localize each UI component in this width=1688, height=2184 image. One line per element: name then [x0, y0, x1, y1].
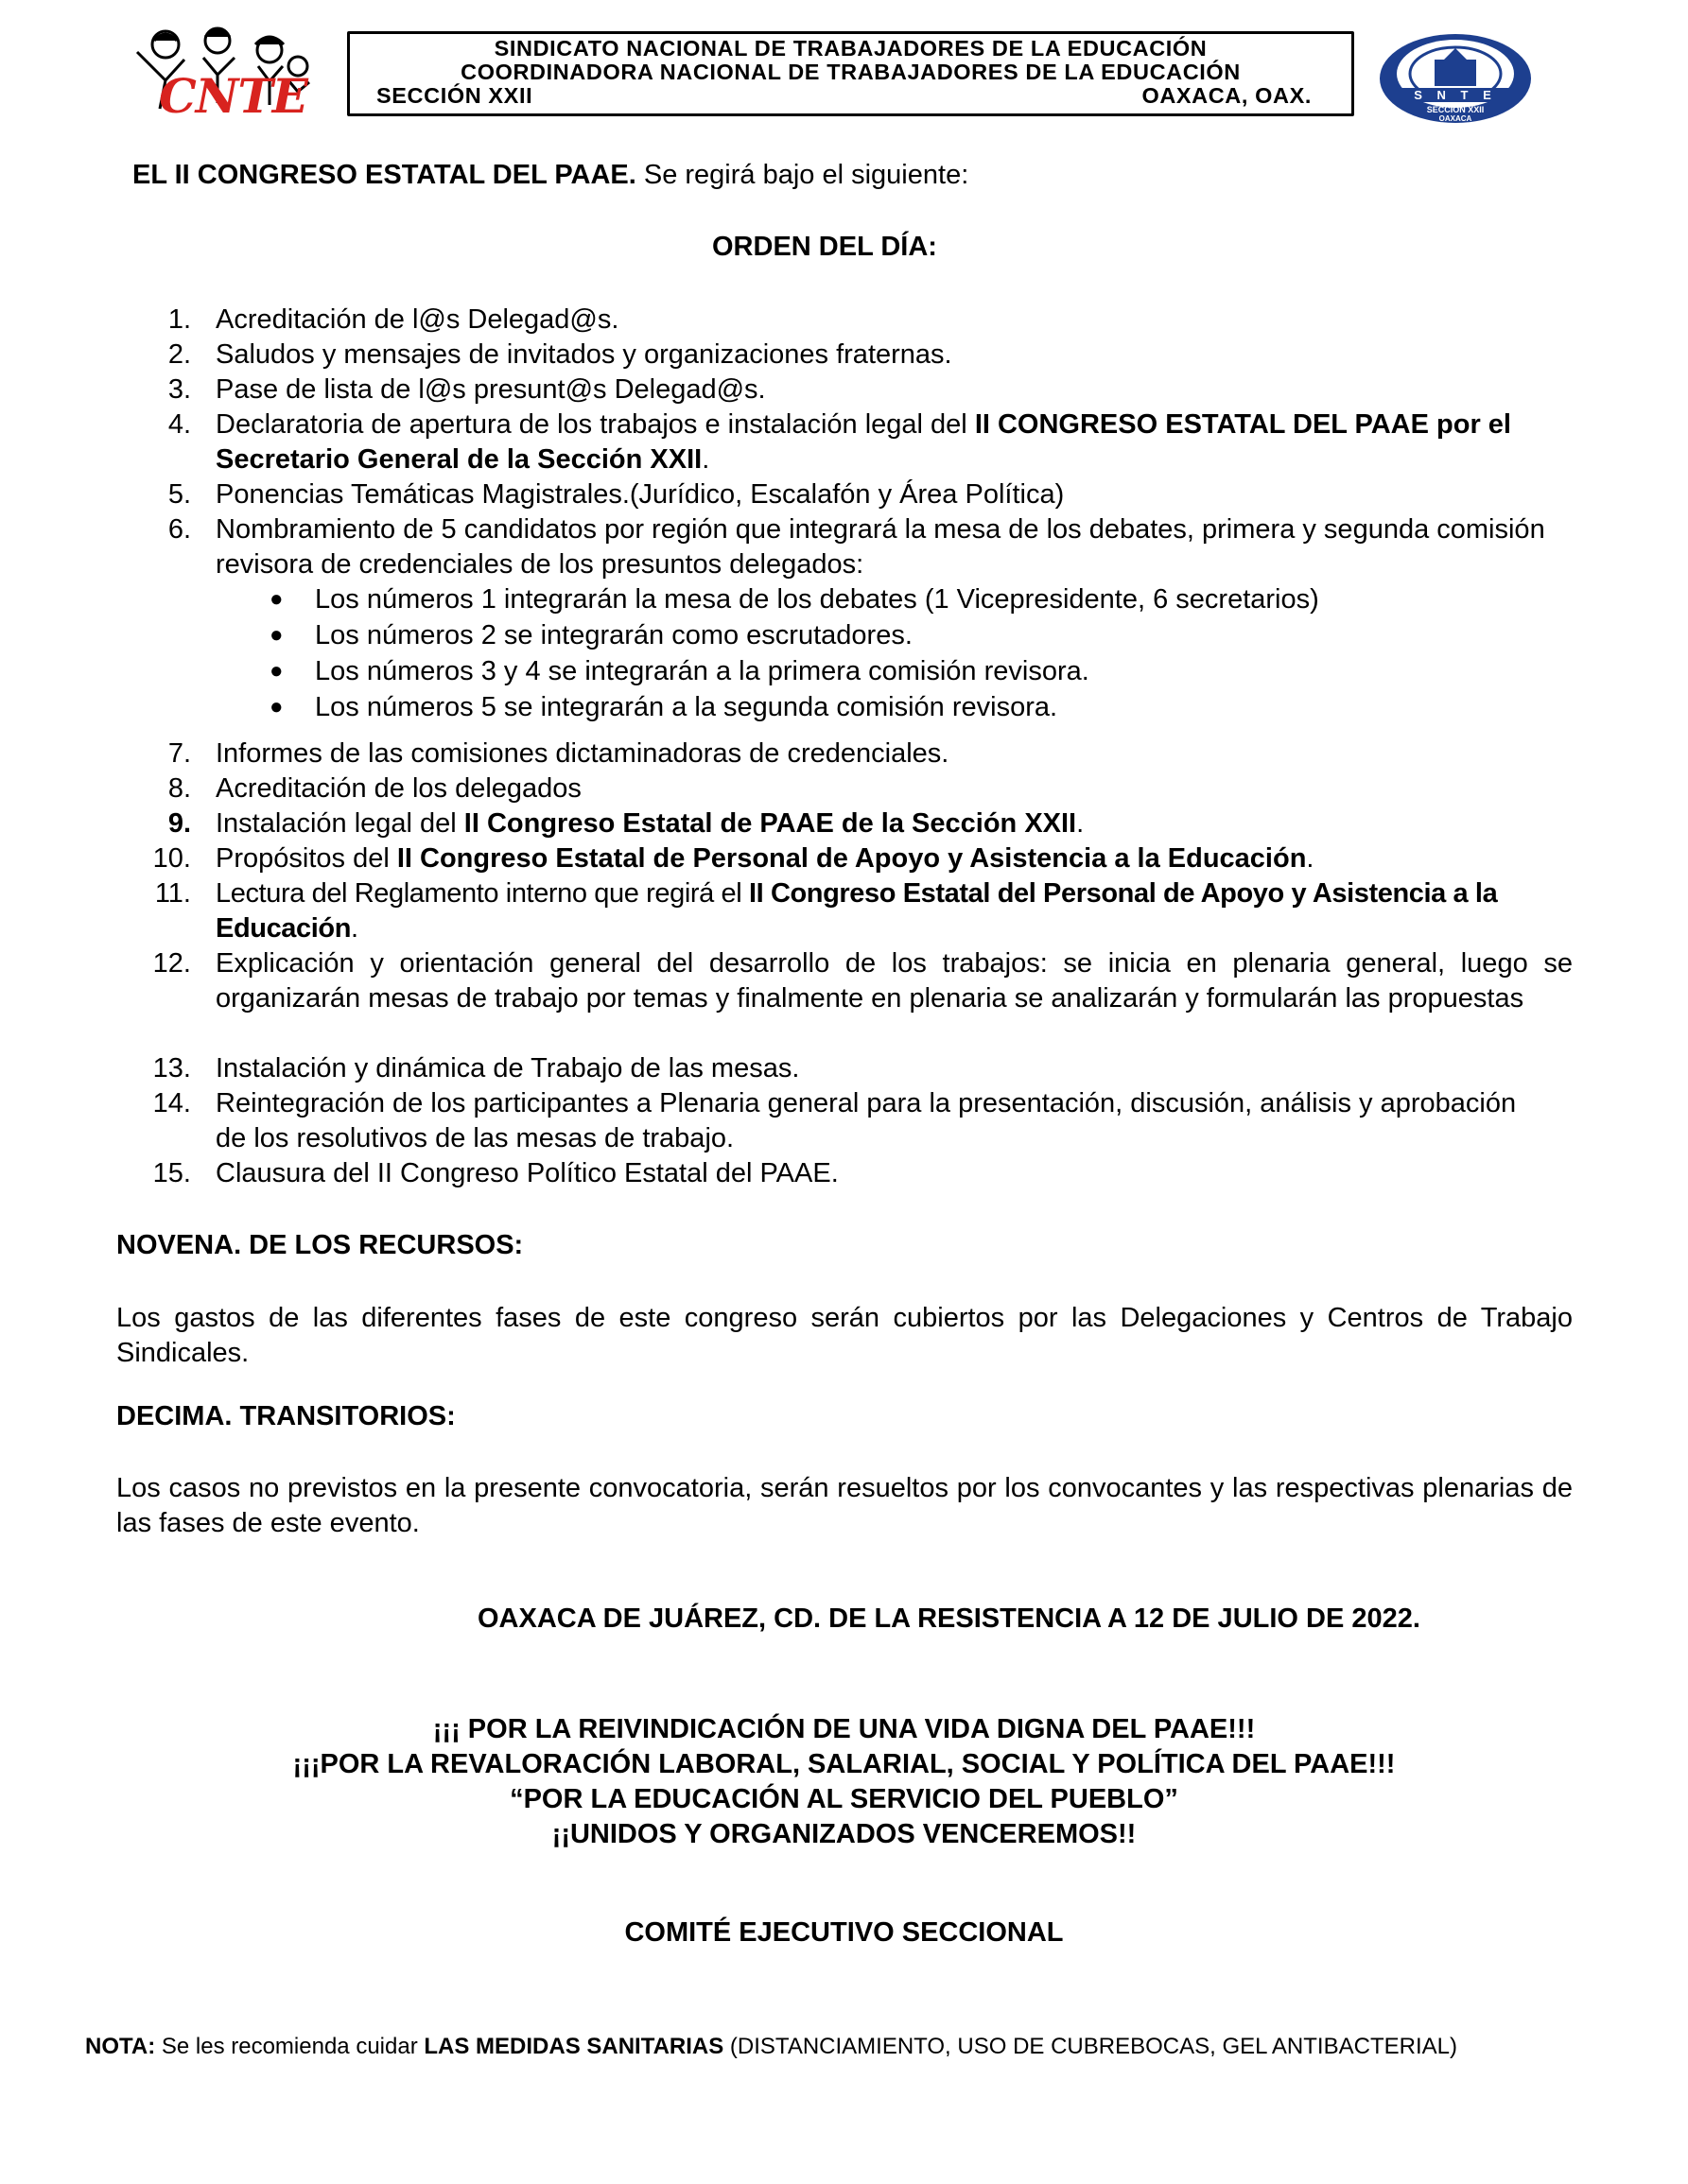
item-number: 4. — [167, 409, 191, 440]
item-text-end: . — [1306, 843, 1314, 874]
item-bold-text: II Congreso Estatal de PAAE de la Sección XXII — [463, 808, 1077, 839]
slogan: ¡¡¡POR LA REVALORACIÓN LABORAL, SALARIAL, SOCIAL Y POLÍTICA DEL PAAE!!! — [292, 1749, 1396, 1779]
agenda-item: Acreditación de los delegados — [216, 773, 582, 804]
intro-bold: EL II CONGRESO ESTATAL DEL PAAE. — [132, 160, 636, 190]
agenda-item: Saludos y mensajes de invitados y organizaciones fraternas. — [216, 339, 952, 370]
item-number: 1. — [167, 304, 191, 335]
snte-seal-icon — [1373, 31, 1539, 126]
item-bold-text: II CONGRESO ESTATAL DEL PAAE por el Secretario General de la Sección XXII — [216, 409, 1511, 475]
item-bold-text: II Congreso Estatal del Personal de Apoyo y Asistencia a la Educación — [216, 878, 1498, 944]
item-number: 3. — [167, 374, 191, 405]
footnote-text-end: (DISTANCIAMIENTO, USO DE CUBREBOCAS, GEL ANTIBACTERIAL) — [723, 2034, 1457, 2059]
agenda-item: Instalación y dinámica de Trabajo de las mesas. — [216, 1053, 800, 1083]
agenda-item: Acreditación de l@s Delegad@s. — [216, 304, 619, 335]
agenda-item — [216, 806, 1577, 841]
item-text-end: . — [702, 443, 710, 475]
agenda-item: Reintegración de los participantes a Plenaria general para la presentación, discusión, análisis y aprobación de los resolutivos de las mesas de trabajo. — [216, 1088, 1517, 1153]
bullet-item: Los números 1 integrarán la mesa de los debates (1 Vicepresidente, 6 secretarios) — [315, 584, 1319, 615]
slogan: ¡¡UNIDOS Y ORGANIZADOS VENCEREMOS!! — [551, 1819, 1137, 1849]
agenda-item: Ponencias Temáticas Magistrales.(Jurídico, Escalafón y Área Política) — [216, 479, 1065, 510]
footnote-bold: LAS MEDIDAS SANITARIAS — [424, 2034, 724, 2059]
agenda-item: Clausura del II Congreso Político Estatal del PAAE. — [216, 1158, 839, 1188]
item-text-end: . — [351, 912, 358, 944]
decima-text: Los casos no previstos en la presente convocatoria, serán resueltos por los convocantes y las respectivas plenarias de las fases de este evento. — [116, 1473, 1573, 1538]
novena-title: NOVENA. DE LOS RECURSOS: — [116, 1230, 524, 1260]
item-number: 2. — [167, 339, 191, 370]
item-text: Lectura del Reglamento interno que regirá el — [216, 878, 749, 909]
bullet-item: Los números 3 y 4 se integrarán a la primera comisión revisora. — [315, 656, 1089, 686]
intro-rest: Se regirá bajo el siguiente: — [635, 160, 969, 190]
item-number: 5. — [167, 479, 191, 510]
item-number: 8. — [167, 773, 191, 804]
bullet-item: Los números 2 se integrarán como escrutadores. — [315, 620, 913, 650]
item-bold-text: II Congreso Estatal de Personal de Apoyo y Asistencia a la Educación — [396, 843, 1307, 874]
slogan: “POR LA EDUCACIÓN AL SERVICIO DEL PUEBLO” — [510, 1784, 1178, 1814]
snte-seal-city: OAXACA — [1438, 114, 1472, 123]
decima-title: DECIMA. TRANSITORIOS: — [116, 1401, 456, 1431]
item-number: 12. — [152, 948, 191, 979]
item-number: 13. — [152, 1053, 191, 1083]
bullet-marker: ● — [270, 622, 284, 648]
date-line: OAXACA DE JUÁREZ, CD. DE LA RESISTENCIA A 12 DE JULIO DE 2022. — [478, 1603, 1420, 1634]
section-line — [350, 84, 1351, 108]
snte-seal-label: S N T E — [1414, 88, 1497, 102]
section-location: OAXACA, OAX. — [1141, 83, 1312, 108]
slogan: ¡¡¡ POR LA REIVINDICACIÓN DE UNA VIDA DIGNA DEL PAAE!!! — [432, 1714, 1256, 1744]
agenda-item: Explicación y orientación general del desarrollo de los trabajos: se inicia en plenaria general, luego se organizarán mesas de trabajo por temas y finalmente en plenaria se analizarán y formularán las propuestas — [216, 948, 1573, 1014]
agenda-item: Informes de las comisiones dictaminadoras de credenciales. — [216, 738, 949, 769]
item-number: 11. — [154, 878, 191, 909]
footnote-label: NOTA: — [85, 2034, 156, 2059]
intro-paragraph — [132, 158, 968, 193]
item-text: Instalación legal del — [216, 808, 464, 839]
footnote — [85, 2033, 1457, 2061]
letterhead — [0, 0, 1688, 142]
bullet-marker: ● — [270, 586, 284, 612]
agenda-item — [216, 407, 1563, 477]
item-number: 9. — [167, 808, 191, 839]
item-text-end: . — [1076, 808, 1085, 839]
item-number: 14. — [152, 1088, 191, 1118]
union-name: SINDICATO NACIONAL DE TRABAJADORES DE LA EDUCACIÓN — [494, 36, 1208, 61]
bullet-item: Los números 5 se integrarán a la segunda comisión revisora. — [315, 692, 1058, 722]
agenda-item: Pase de lista de l@s presunt@s Delegad@s. — [216, 374, 766, 405]
orden-title: ORDEN DEL DÍA: — [712, 232, 937, 262]
coordinator-name: COORDINADORA NACIONAL DE TRABAJADORES DE LA EDUCACIÓN — [461, 60, 1241, 84]
cnte-logo-text: CNTE — [159, 68, 307, 124]
bullet-marker: ● — [270, 658, 284, 684]
item-text: Propósitos del — [216, 843, 397, 874]
agenda-item — [216, 841, 1577, 876]
agenda-item: Nombramiento de 5 candidatos por región que integrará la mesa de los debates, primera y segunda comisión revisora de credenciales de los presuntos delegados: — [216, 514, 1545, 580]
agenda-item — [216, 876, 1582, 946]
letterhead-box — [347, 31, 1354, 116]
novena-text: Los gastos de las diferentes fases de este congreso serán cubiertos por las Delegaciones y Centros de Trabajo Sindicales. — [116, 1303, 1573, 1368]
footnote-text: Se les recomienda cuidar — [155, 2034, 425, 2059]
committee-signature: COMITÉ EJECUTIVO SECCIONAL — [624, 1917, 1064, 1948]
section-number: SECCIÓN XXII — [376, 83, 533, 108]
item-number: 7. — [167, 738, 191, 769]
item-number: 15. — [152, 1158, 191, 1188]
snte-seal-section: SECCION XXII — [1426, 105, 1485, 114]
bullet-marker: ● — [270, 694, 284, 719]
item-text: Declaratoria de apertura de los trabajos e instalación legal del — [216, 409, 975, 440]
item-number: 6. — [167, 514, 191, 545]
item-number: 10. — [152, 843, 191, 874]
snte-seal — [1373, 31, 1539, 126]
